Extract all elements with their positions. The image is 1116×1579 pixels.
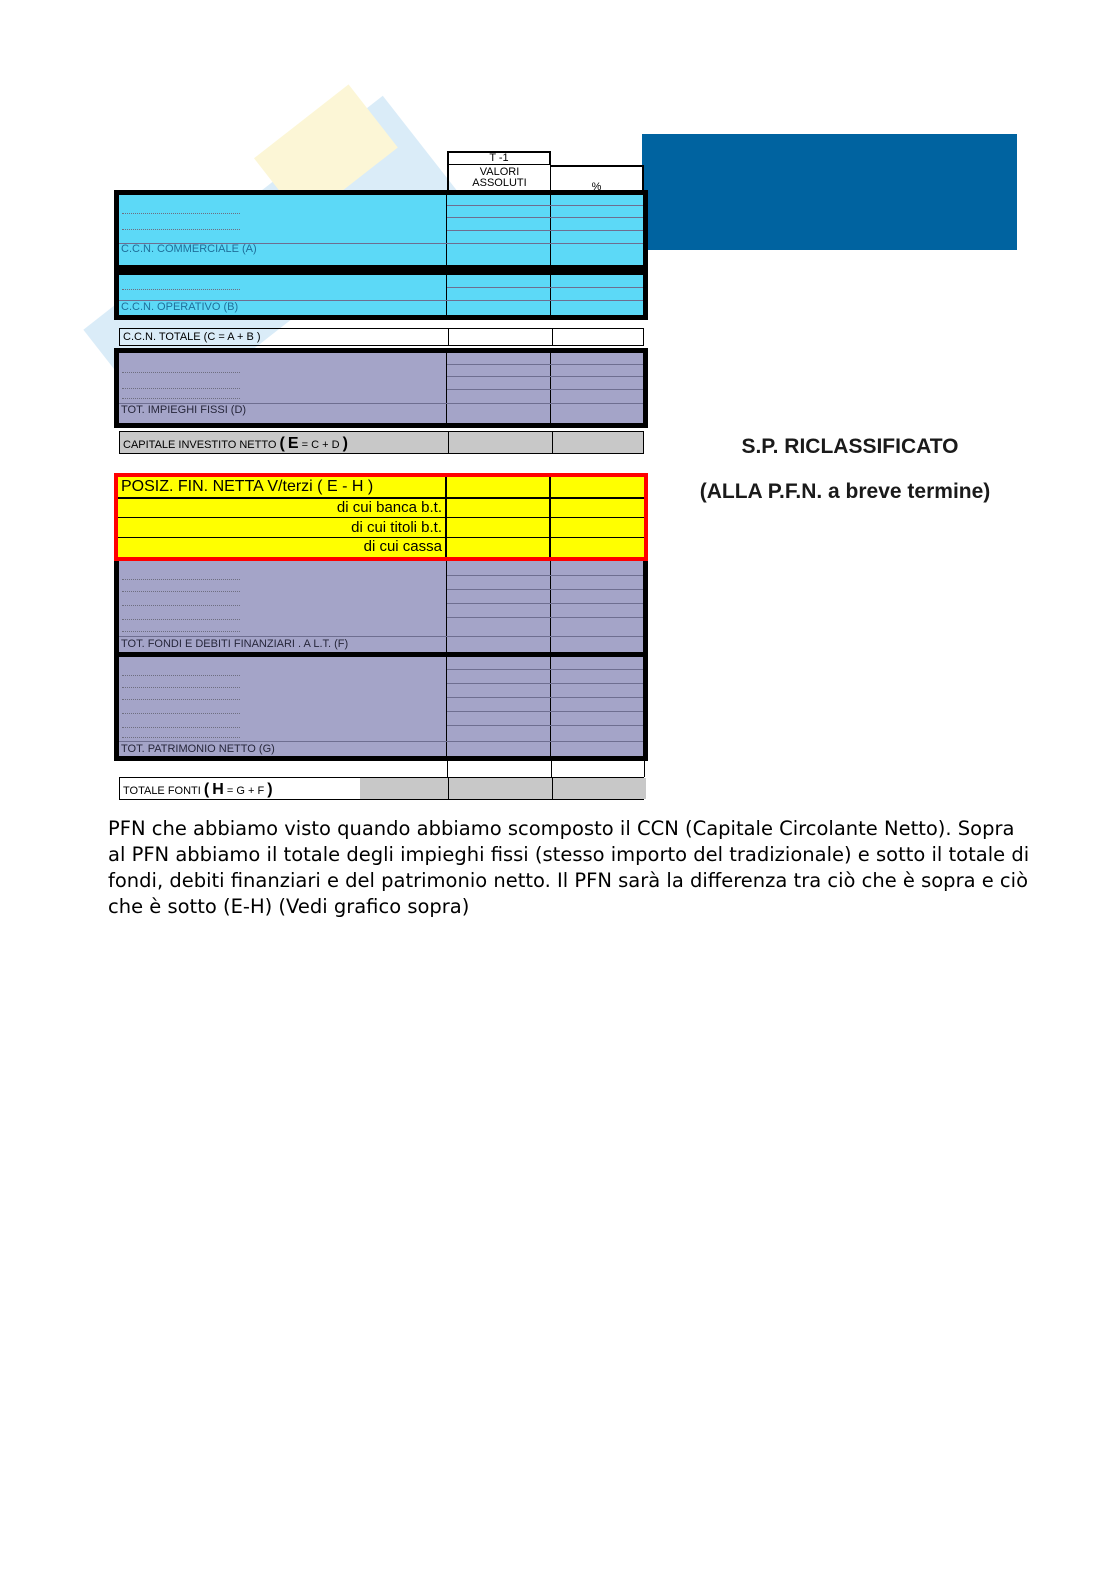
fondi-patrimonio-frame bbox=[114, 561, 648, 761]
values-column-header: VALORI ASSOLUTI bbox=[447, 165, 551, 193]
capitale-investito-row bbox=[119, 431, 644, 454]
titoli-label: di cui titoli b.t. bbox=[351, 519, 442, 536]
banca-label: di cui banca b.t. bbox=[336, 499, 442, 516]
ccn-commerciale-label: C.C.N. COMMERCIALE (A) bbox=[121, 243, 257, 255]
ccn-totale-label: C.C.N. TOTALE (C = A + B ) bbox=[123, 331, 261, 343]
totale-fonti-row bbox=[119, 777, 644, 800]
ccn-operativo-frame bbox=[114, 270, 648, 320]
side-subtitle: (ALLA P.F.N. a breve termine) bbox=[699, 480, 991, 503]
pfn-label: POSIZ. FIN. NETTA V/terzi ( E - H ) bbox=[121, 478, 374, 495]
pfn-red-frame bbox=[114, 473, 648, 561]
ccn-totale-row bbox=[119, 328, 644, 346]
cassa-label: di cui cassa bbox=[363, 538, 442, 555]
ccn-operativo-label: C.C.N. OPERATIVO (B) bbox=[121, 301, 239, 313]
patrimonio-label: TOT. PATRIMONIO NETTO (G) bbox=[121, 743, 275, 755]
ccn-commerciale-frame bbox=[114, 190, 648, 270]
impieghi-fissi-frame bbox=[114, 348, 648, 428]
impieghi-fissi-label: TOT. IMPIEGHI FISSI (D) bbox=[121, 404, 247, 416]
fondi-label: TOT. FONDI E DEBITI FINANZIARI . A L.T. (F) bbox=[121, 638, 349, 650]
column-guides bbox=[447, 761, 645, 777]
fondi-patrimonio-divider bbox=[114, 652, 648, 657]
side-title: S.P. RICLASSIFICATO bbox=[741, 435, 959, 458]
capitale-investito-label: CAPITALE INVESTITO NETTO ( E = C + D ) bbox=[123, 435, 348, 452]
body-paragraph: PFN che abbiamo visto quando abbiamo scomposto il CCN (Capitale Circolante Netto). Sopra al PFN abbiamo il totale degli impieghi fissi (stesso importo del tradizionale) e sotto il totale di fondi, debiti finanziari e del patrimonio netto. Il PFN sarà la differenza tra ciò che è sopra e ciò che è sotto (E-H) (Vedi grafico sopra) bbox=[108, 817, 1030, 918]
totale-fonti-label: TOTALE FONTI ( H = G + F ) bbox=[123, 781, 273, 798]
period-header: T -1 bbox=[447, 151, 551, 165]
blue-header-box bbox=[642, 134, 1017, 250]
percent-column-header: % bbox=[551, 165, 644, 193]
